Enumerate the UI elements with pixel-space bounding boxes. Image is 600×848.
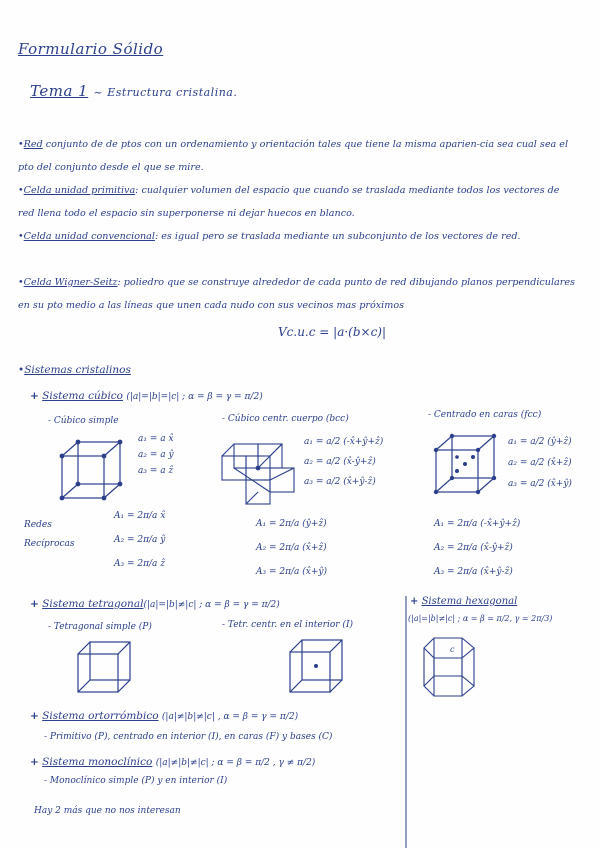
- hexagonal-params: (|a|=|b|≠|c| ; α = β = π/2, γ = 2π/3): [408, 614, 553, 623]
- page-title: Formulario Sólido: [18, 40, 164, 58]
- monoclinic-types: - Monoclínico simple (P) y en interior (I): [44, 776, 228, 786]
- bcc-reciprocal: A₁ = 2π/a (ŷ+ẑ) A₂ = 2π/a (x̂+ẑ) A₃ = 2π/a (x̂+ŷ): [256, 519, 327, 577]
- volume-formula: Vc.u.c = |a·(b×c)|: [278, 325, 387, 339]
- definition-wigner-seitz: •Celda Wigner-Seitz: poliedro que se construye alrededor de cada punto de red dibujando planos perpendiculares en su pto medio a las líneas que unen cada nudo con sus vecinos mas próximos: [18, 277, 575, 311]
- tetragonal-heading: + Sistema tetragonal(|a|=|b|≠|c| ; α = β = γ = π/2): [30, 598, 280, 610]
- definition-red: •Red conjunto de de ptos con un ordenamiento y orientación tales que tiene la misma aparien-cia sea cual sea el pto del conjunto desde el que se mire.: [18, 139, 569, 173]
- hexagonal-c-label: c: [450, 645, 455, 654]
- tetragonal-simple-diagram: [74, 640, 134, 694]
- definition-conventional-cell: •Celda unidad convencional: es igual pero se traslada mediante un subconjunto de los vectores de red.: [18, 231, 521, 242]
- hexagonal-cell-diagram: [420, 632, 490, 702]
- bcc-vectors: a₁ = a/2 (-x̂+ŷ+ẑ) a₂ = a/2 (x̂-ŷ+ẑ) a₃ = a/2 (x̂+ŷ-ẑ): [304, 437, 384, 487]
- hexagonal-heading: + Sistema hexagonal: [410, 596, 518, 607]
- cubic-heading: + Sistema cúbico (|a|=|b|=|c| ; α = β = γ = π/2): [30, 390, 263, 402]
- reciprocal-label: Redes Recíprocas: [24, 520, 75, 549]
- column-divider: [404, 596, 408, 848]
- bcc-cell-diagram: [218, 428, 298, 508]
- bcc-title: - Cúbico centr. cuerpo (bcc): [222, 414, 349, 424]
- tetragonal-simple-title: - Tetragonal simple (P): [48, 622, 152, 632]
- fcc-reciprocal: A₁ = 2π/a (-x̂+ŷ+ẑ) A₂ = 2π/a (x̂-ŷ+ẑ) A₃ = 2π/a (x̂+ŷ-ẑ): [434, 519, 521, 577]
- simple-cubic-vectors: a₁ = a x̂ a₂ = a ŷ a₃ = a ẑ: [138, 434, 174, 476]
- fcc-cell-diagram: [432, 430, 502, 500]
- tetragonal-centered-title: - Tetr. centr. en el interior (I): [222, 620, 354, 630]
- definition-primitive-cell: •Celda unidad primitiva: cualquier volumen del espacio que cuando se traslada mediante todos los vectores de red llena todo el espacio sin superponerse ni dejar huecos en blanco.: [18, 185, 560, 219]
- monoclinic-heading: + Sistema monoclínico (|a|≠|b|≠|c| ; α = β = π/2 , γ ≠ π/2): [30, 756, 316, 768]
- orthorhombic-heading: + Sistema ortorrómbico (|a|≠|b|≠|c| , α = β = γ = π/2): [30, 710, 299, 722]
- fcc-vectors: a₁ = a/2 (ŷ+ẑ) a₂ = a/2 (x̂+ẑ) a₃ = a/2 (x̂+ŷ): [508, 437, 572, 489]
- section-title: •Sistemas cristalinos: [18, 364, 131, 376]
- orthorhombic-types: - Primitivo (P), centrado en interior (I), en caras (F) y bases (C): [44, 732, 333, 742]
- fcc-title: - Centrado en caras (fcc): [428, 410, 542, 420]
- cubic-simple-title: - Cúbico simple: [48, 416, 119, 426]
- footer-note: Hay 2 más que no nos interesan: [34, 806, 181, 816]
- tetragonal-centered-diagram: [286, 638, 346, 694]
- simple-cubic-cell-diagram: [58, 436, 128, 506]
- simple-cubic-reciprocal: A₁ = 2π/a x̂ A₂ = 2π/a ŷ A₃ = 2π/a ẑ: [114, 511, 166, 569]
- topic-heading: Tema 1 ~ Estructura cristalina.: [30, 82, 238, 100]
